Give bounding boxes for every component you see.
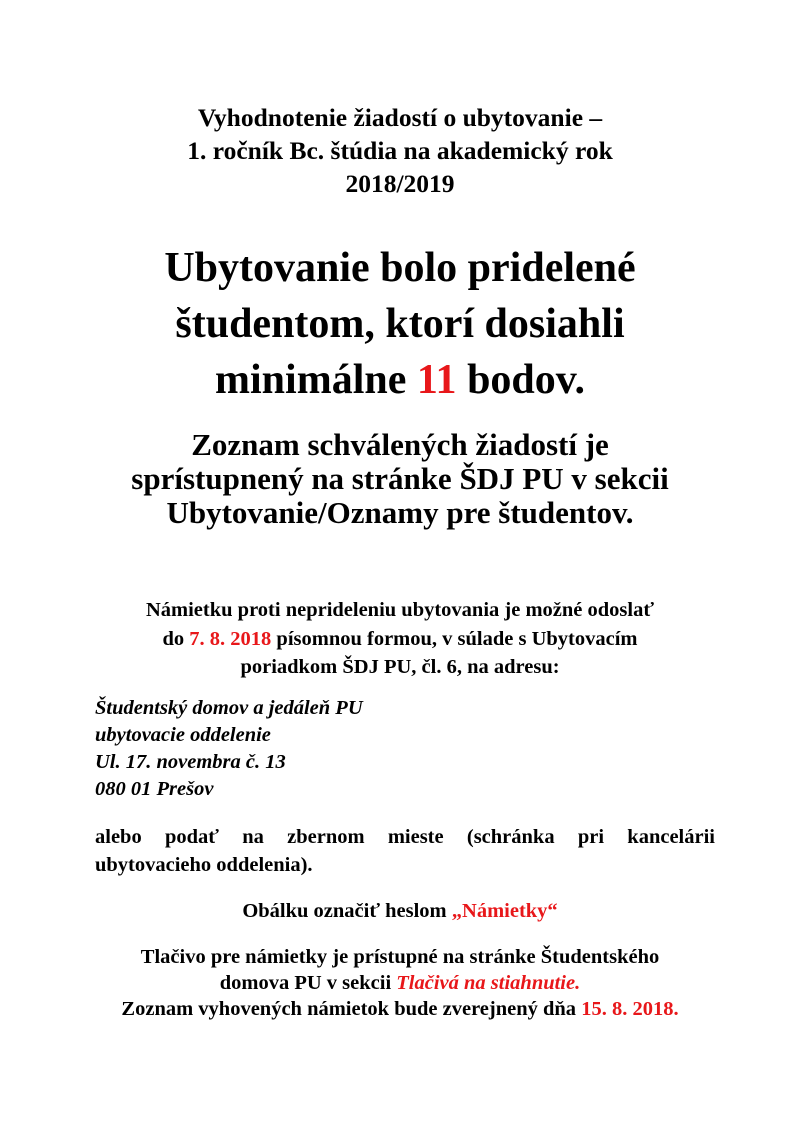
title-line-2: 1. ročník Bc. štúdia na akademický rok	[187, 136, 613, 165]
envelope-pre: Obálku označiť heslom	[242, 900, 452, 922]
forms-download-section: Tlačivá na stiahnutie.	[396, 972, 581, 994]
objection-paragraph	[0, 596, 800, 682]
alternative-submission	[95, 823, 715, 879]
document-title	[0, 101, 800, 200]
address-line-2: ubytovacie oddelenie	[95, 724, 271, 746]
publish-date: 15. 8. 2018.	[581, 998, 679, 1020]
address-line-3: Ul. 17. novembra č. 13	[95, 751, 286, 773]
alternative-line-2: ubytovacieho oddelenia).	[95, 854, 313, 876]
objection-line-2	[0, 625, 800, 654]
objection-line-1: Námietku proti neprideleniu ubytovania je možné odoslať	[145, 599, 655, 621]
notice-line-3: Ubytovanie/Oznamy pre študentov.	[166, 495, 634, 530]
headline	[0, 240, 800, 408]
envelope-instruction	[0, 897, 800, 925]
approved-list-notice	[0, 428, 800, 530]
title-line-1: Vyhodnotenie žiadostí o ubytovanie –	[197, 103, 603, 132]
title-line-3: 2018/2019	[345, 169, 455, 198]
address-line-1: Študentský domov a jedáleň PU	[95, 697, 363, 719]
form-info-line-3-pre: Zoznam vyhovených námietok bude zverejnený dňa	[121, 998, 582, 1020]
headline-line-2: študentom, ktorí dosiahli	[175, 301, 625, 347]
headline-pre: minimálne	[215, 357, 417, 403]
address-line-4: 080 01 Prešov	[95, 778, 214, 800]
postal-address	[95, 695, 363, 803]
notice-line-1: Zoznam schválených žiadostí je	[191, 427, 609, 462]
objection-line-2-post: písomnou formou, v súlade s Ubytovacím	[271, 627, 638, 650]
alternative-line-1: alebo podať na zbernom mieste (schránka pri kancelárii	[95, 826, 715, 848]
headline-line-3	[0, 352, 800, 408]
headline-line-1: Ubytovanie bolo pridelené	[164, 245, 636, 291]
form-info-line-2	[0, 970, 800, 996]
points-threshold: 11	[416, 357, 457, 403]
objection-deadline: 7. 8. 2018	[189, 627, 272, 650]
form-info-line-3	[0, 996, 800, 1022]
headline-post: bodov.	[456, 357, 585, 403]
objection-line-3: poriadkom ŠDJ PU, čl. 6, na adresu:	[240, 656, 560, 678]
notice-line-2: sprístupnený na stránke ŠDJ PU v sekcii	[131, 461, 669, 496]
envelope-keyword: „Námietky“	[451, 900, 558, 922]
objection-line-2-pre: do	[162, 627, 190, 650]
form-info-line-1: Tlačivo pre námietky je prístupné na stránke Študentského	[140, 946, 660, 968]
form-info	[0, 944, 800, 1022]
form-info-line-2-pre: domova PU v sekcii	[219, 972, 397, 994]
